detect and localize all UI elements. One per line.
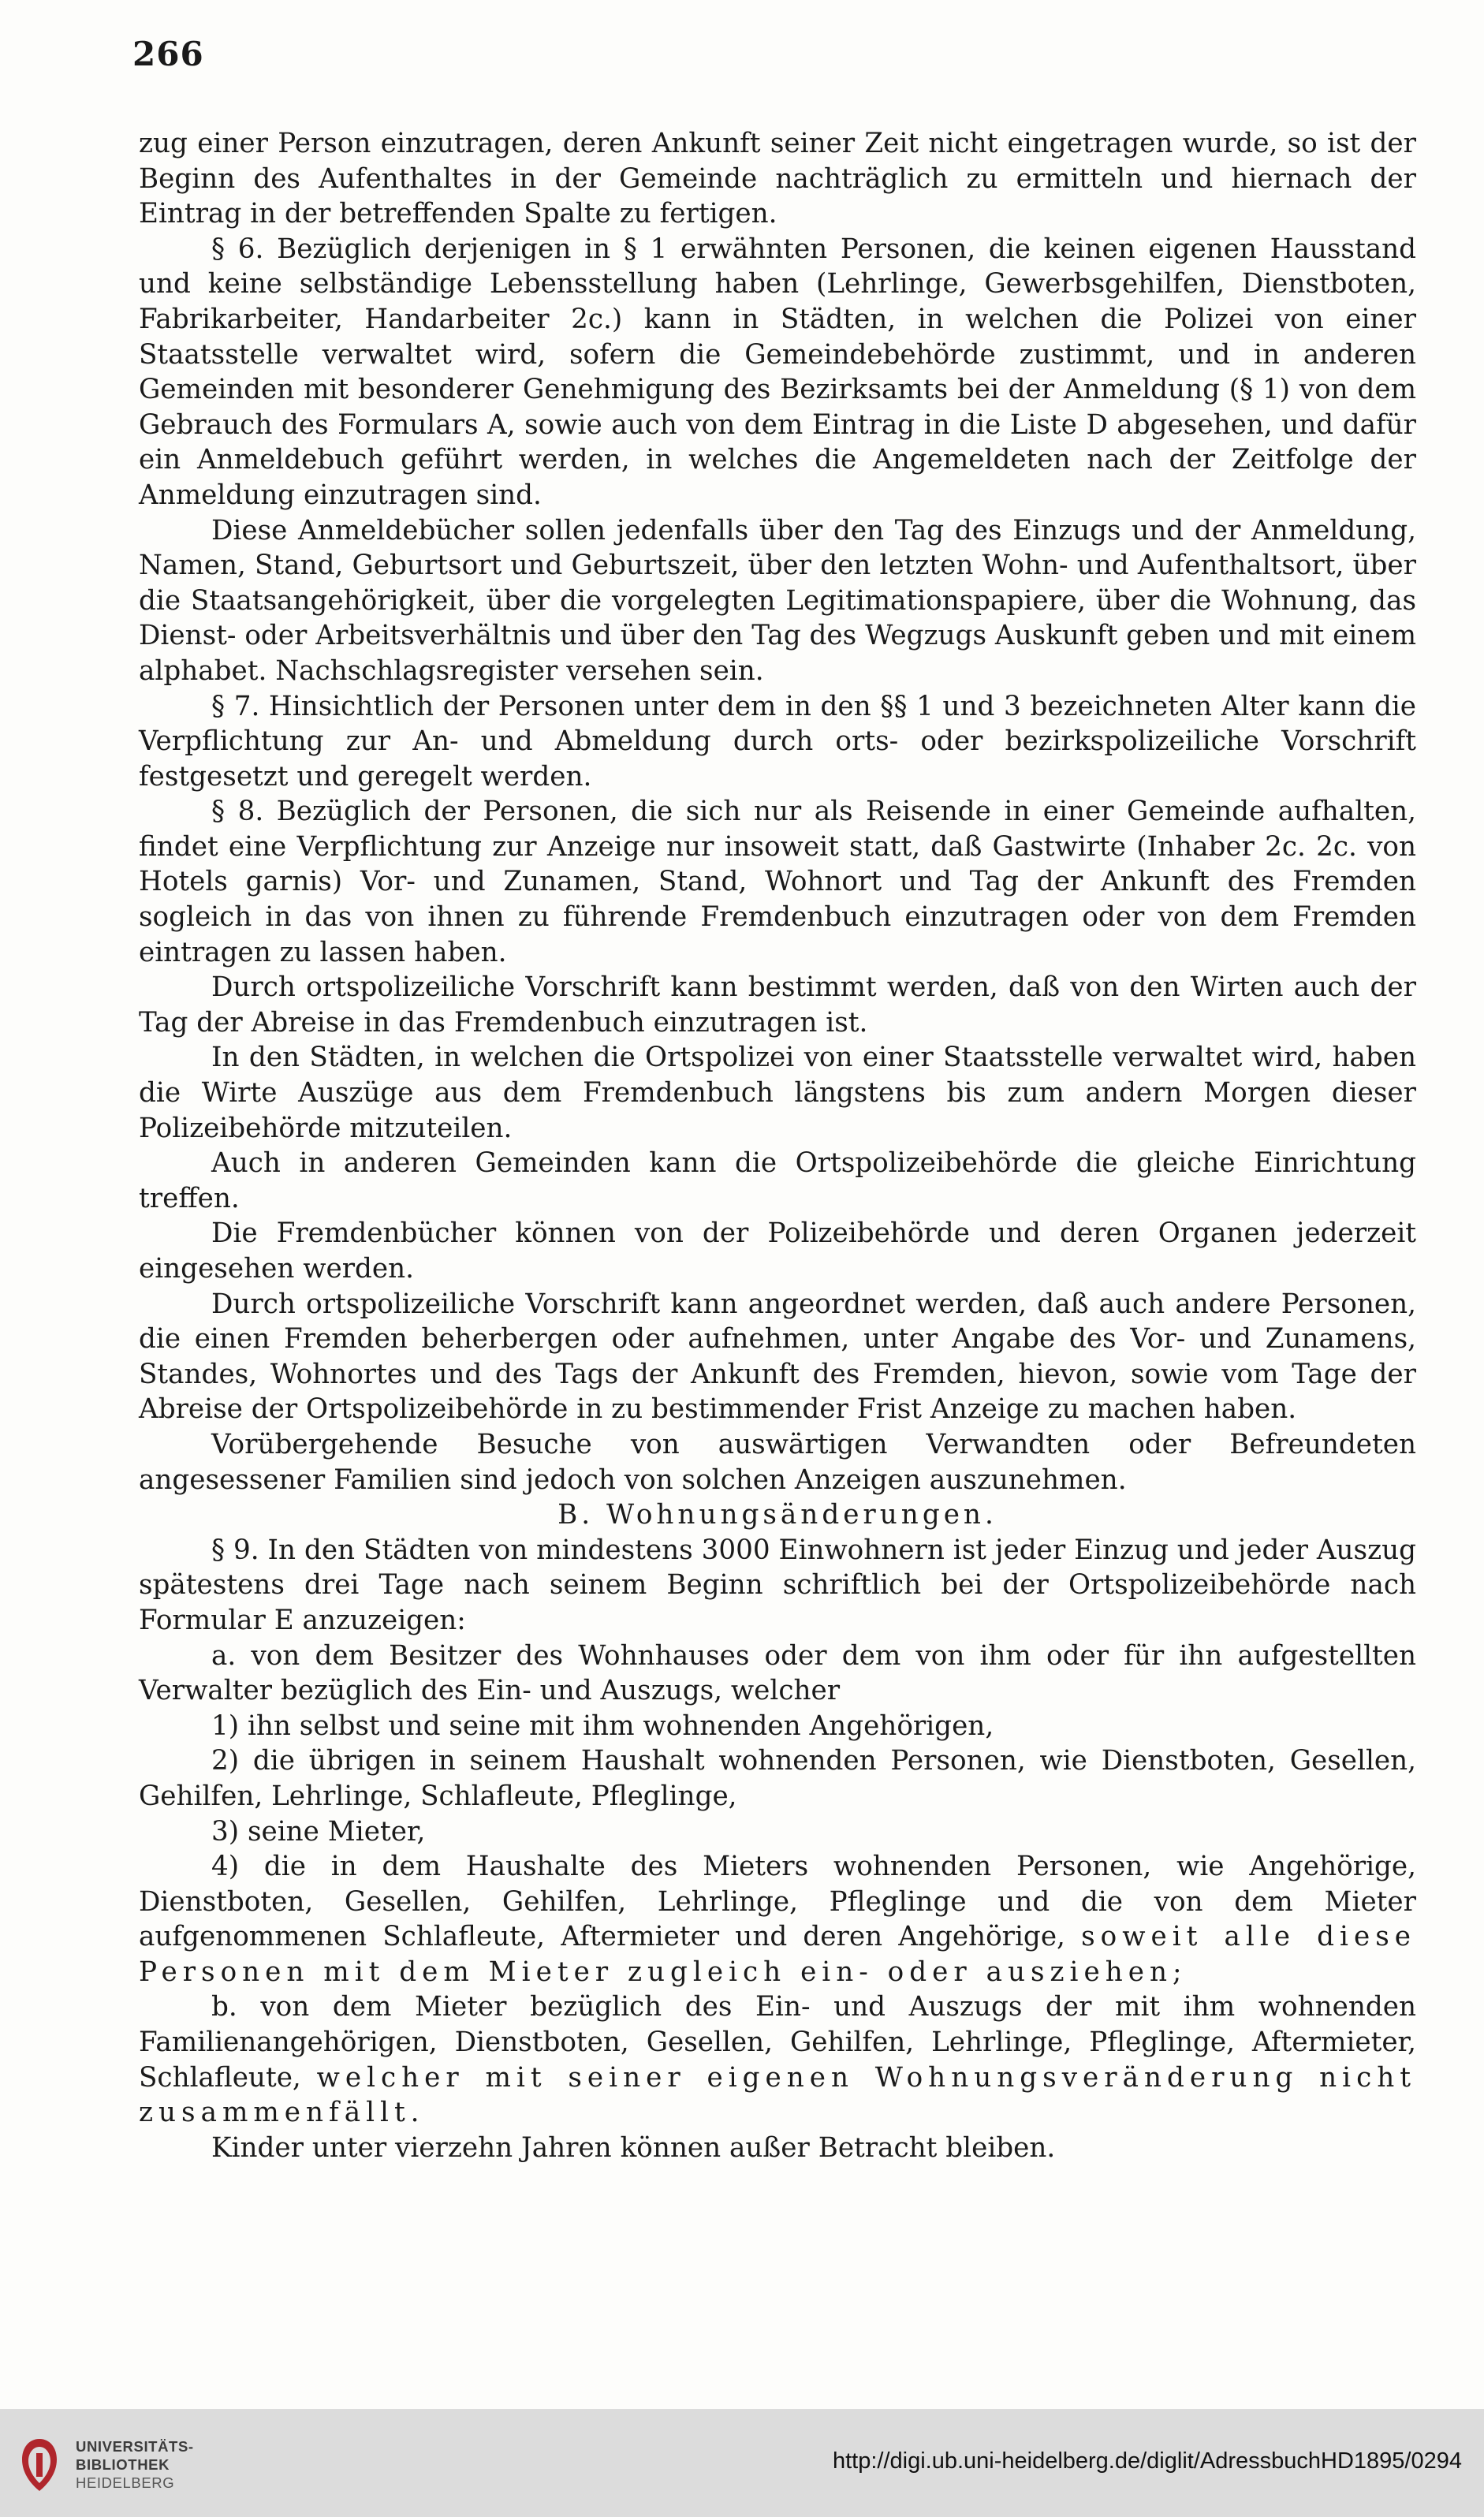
item-b-spaced: welcher mit seiner eigenen Wohnungsveränderung nicht zusammenfällt. <box>139 2061 1416 2129</box>
paragraph-6: § 6. Bezüglich derjenigen in § 1 erwähnten Personen, die keinen eigenen Hausstand und keine selbständige Lebensstellung haben (Lehrlinge, Gewerbsgehilfen, Dienstboten, Fabrikarbeiter, Handarbeiter 2c.) kann in Städten, in welchen die Polizei von einer Staatsstelle verwaltet wird, sofern die Gemeindebehörde zustimmt, und in anderen Gemeinden mit besonderer Genehmigung des Bezirksamts bei der Anmeldung (§ 1) von dem Gebrauch des Formulars A, sowie auch von dem Eintrag in die Liste D abgesehen, und dafür ein Anmeldebuch geführt werden, in welches die Angemeldeten nach der Zeitfolge der Anmeldung einzutragen sind. <box>139 233 1416 511</box>
library-logo[interactable] <box>17 2431 246 2502</box>
item-b <box>139 1989 1416 2130</box>
page-number: 266 <box>132 35 204 73</box>
sub-item-2: 2) die übrigen in seinem Haushalt wohnenden Personen, wie Dienstboten, Gesellen, Gehilfen, Lehrlinge, Schlafleute, Pfleglinge, <box>139 1745 1416 1812</box>
item-a: a. von dem Besitzer des Wohnhauses oder dem von ihm oder für ihn aufgestellten Verwalter bezüglich des Ein- und Auszugs, welcher <box>139 1639 1416 1707</box>
paragraph-abreise: Durch ortspolizeiliche Vorschrift kann bestimmt werden, daß von den Wirten auch der Tag der Abreise in das Fremdenbuch einzutragen ist. <box>139 971 1416 1038</box>
closing-paragraph: Kinder unter vierzehn Jahren können außer Betracht bleiben. <box>211 2131 1056 2164</box>
library-name-line2: BIBLIOTHEK <box>76 2456 170 2473</box>
intro-paragraph: zug einer Person einzutragen, deren Ankunft seiner Zeit nicht eingetragen wurde, so ist der Beginn des Aufenthaltes in der Gemeinde nachträglich zu ermitteln und hiernach der Eintrag in der betreffenden Spalte zu fertigen. <box>139 128 1416 230</box>
paragraph-anmeldebuecher: Diese Anmeldebücher sollen jedenfalls über den Tag des Einzugs und der Anmeldung, Namen, Stand, Geburtsort und Geburtszeit, über den letzten Wohn- und Aufenthaltsort, über die Staatsangehörigkeit, über die vorgelegten Legitimationspapiere, über die Wohnung, das Dienst- oder Arbeitsverhältnis und über den Tag des Wegzugs Auskunft geben und mit einem alphabet. Nachschlagsregister versehen sein. <box>139 514 1416 687</box>
library-seal-icon <box>17 2436 62 2494</box>
sub-item-4-text: 4) die in dem Haushalte des Mieters wohnenden Personen, wie Angehörige, Dienstboten, Gesellen, Gehilfen, Lehrlinge, Pfleglinge und die von dem Mieter aufgenommenen Schlafleute, Aftermieter und deren Angehörige, <box>139 1851 1416 1953</box>
paragraph-staedte: In den Städten, in welchen die Ortspolizei von einer Staatsstelle verwaltet wird, haben die Wirte Auszüge aus dem Fremdenbuch längstens bis zum andern Morgen dieser Polizeibehörde mitzuteilen. <box>139 1042 1416 1144</box>
viewer-footer <box>0 2409 1484 2517</box>
paragraph-8: § 8. Bezüglich der Personen, die sich nur als Reisende in einer Gemeinde aufhalten, findet eine Verpflichtung zur Anzeige nur insoweit statt, daß Gastwirte (Inhaber 2c. 2c. von Hotels garnis) Vor- und Zunamen, Stand, Wohnort und Tag der Ankunft des Fremden sogleich in das von ihnen zu führende Fremdenbuch einzutragen oder von dem Fremden eintragen zu lassen haben. <box>139 796 1416 968</box>
paragraph-gemeinden: Auch in anderen Gemeinden kann die Ortspolizeibehörde die gleiche Einrichtung treffen. <box>139 1147 1416 1214</box>
item-b-text: b. von dem Mieter bezüglich des Ein- und Auszugs der mit ihm wohnenden Familienangehörigen, Dienstboten, Gesellen, Gehilfen, Lehrlinge, Pfleglinge, Aftermieter, Schlafleute, <box>139 1991 1416 2094</box>
library-name <box>76 2437 194 2492</box>
sub-item-4-spaced: soweit alle diese Personen mit dem Mieter zugleich ein- oder ausziehen; <box>139 1921 1416 1988</box>
sub-item-4 <box>139 1849 1416 1989</box>
library-name-line1: UNIVERSITÄTS- <box>76 2438 194 2455</box>
library-name-line3: HEIDELBERG <box>76 2474 175 2491</box>
sub-item-3: 3) seine Mieter, <box>211 1815 426 1848</box>
source-url[interactable]: http://digi.ub.uni-heidelberg.de/diglit/AdressbuchHD1895/0294 <box>832 2448 1462 2474</box>
paragraph-besuche: Vorübergehende Besuche von auswärtigen Verwandten oder Befreundeten angesessener Familien sind jedoch von solchen Anzeigen auszunehmen. <box>139 1428 1416 1496</box>
paragraph-7: § 7. Hinsichtlich der Personen unter dem in den §§ 1 und 3 bezeichneten Alter kann die Verpflichtung zur An- und Abmeldung durch orts- oder bezirkspolizeiliche Vorschrift festgesetzt und geregelt werden. <box>139 690 1416 792</box>
document-body <box>139 126 1416 2165</box>
paragraph-fremdenbuecher: Die Fremdenbücher können von der Polizeibehörde und deren Organen jederzeit eingesehen werden. <box>139 1217 1416 1285</box>
paragraph-9: § 9. In den Städten von mindestens 3000 Einwohnern ist jeder Einzug und jeder Auszug spätestens drei Tage nach seinem Beginn schriftlich bei der Ortspolizeibehörde nach Formular E anzuzeigen: <box>139 1534 1416 1636</box>
section-heading: B. Wohnungsänderungen. <box>557 1499 997 1531</box>
paragraph-beherbergen: Durch ortspolizeiliche Vorschrift kann angeordnet werden, daß auch andere Personen, die einen Fremden beherbergen oder aufnehmen, unter Angabe des Vor- und Zunamens, Standes, Wohnortes und des Tags der Ankunft des Fremden, hievon, sowie vom Tage der Abreise der Ortspolizeibehörde in zu bestimmender Frist Anzeige zu machen haben. <box>139 1288 1416 1426</box>
sub-item-1: 1) ihn selbst und seine mit ihm wohnenden Angehörigen, <box>211 1710 994 1742</box>
